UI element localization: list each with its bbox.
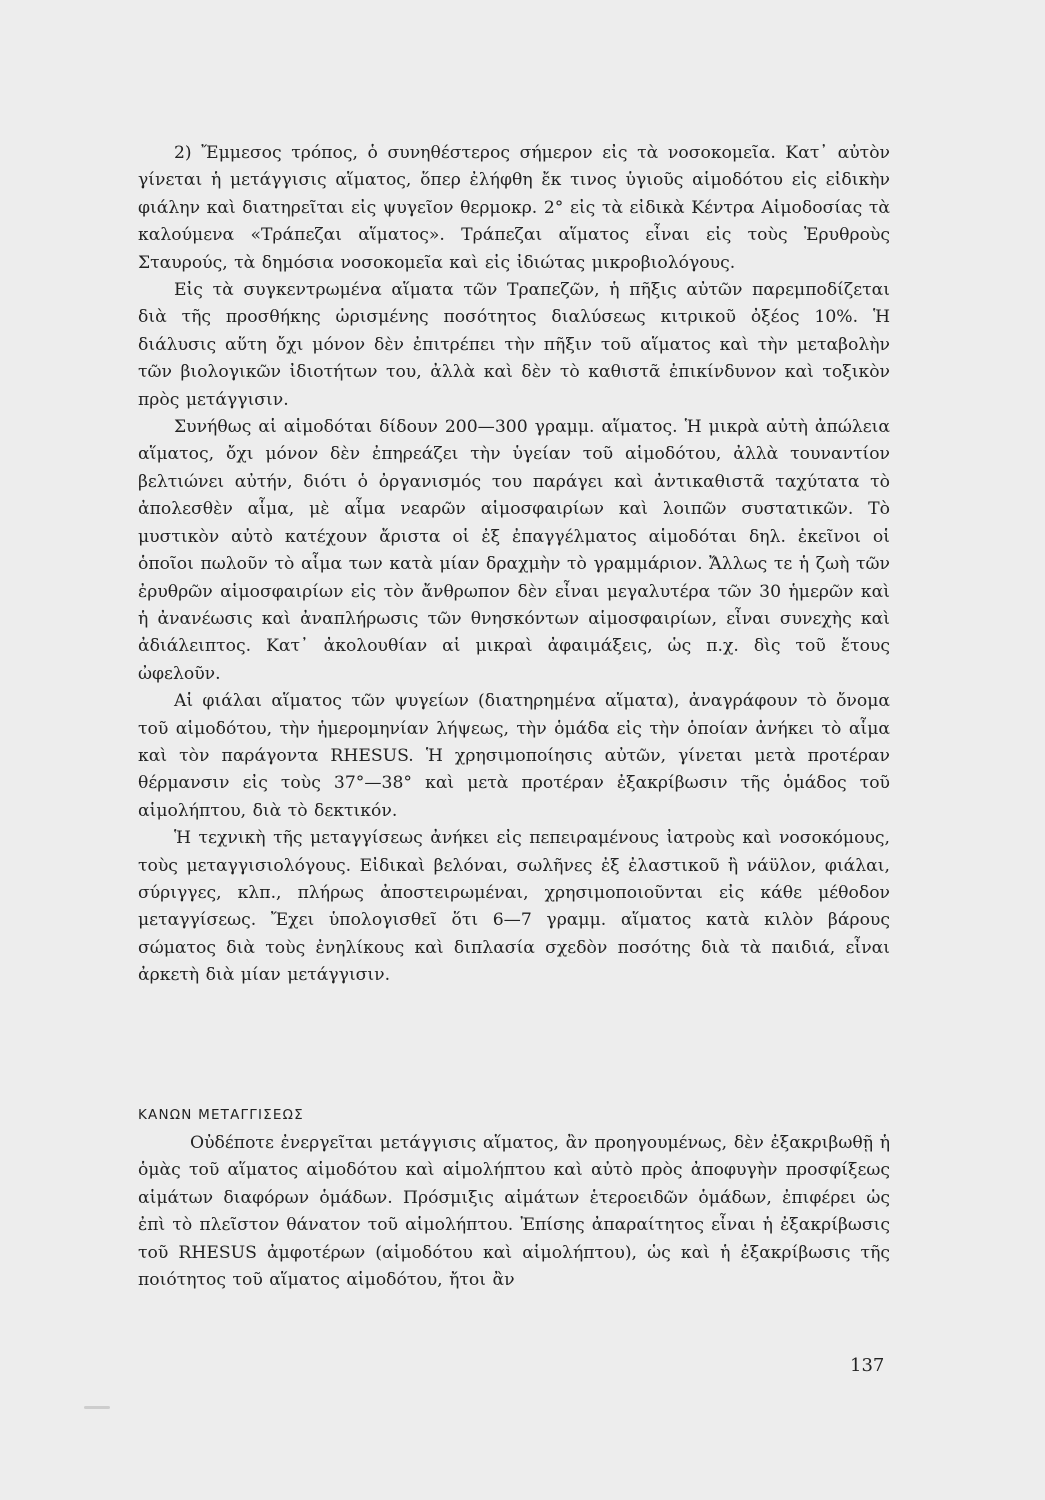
paragraph-donors: Συνήθως αἱ αἱμοδόται δίδουν 200—300 γραμμ. αἵματος. Ἡ μικρὰ αὐτὴ ἀπώλεια αἵματος, ὄχι μόνον δὲν ἐπηρεάζει τὴν ὑγείαν τοῦ αἱμοδότου, ἀλλὰ τουναντίον βελτιώνει αὐτήν, διότι ὁ ὀργανισμός του παράγει καὶ ἀντικαθιστᾶ ταχύτατα τὸ ἀπολεσθὲν αἷμα, μὲ αἷμα νεαρῶν αἱμοσφαιρίων καὶ λοιπῶν συστατικῶν. Τὸ μυστικὸν αὐτὸ κατέχουν ἄριστα οἱ ἐξ ἐπαγγέλματος αἱμοδόται δηλ. ἐκεῖνοι οἱ ὁποῖοι πωλοῦν τὸ αἷμα των κατὰ μίαν δραχμὴν τὸ γραμμάριον. Ἄλλως τε ἡ ζωὴ τῶν ἐρυθρῶν αἱμοσφαιρίων εἰς τὸν ἄνθρωπον δὲν εἶναι μεγαλυτέρα τῶν 30 ἡμερῶν καὶ ἡ ἀνανέωσις καὶ ἀναπλήρωσις τῶν θνησκόντων αἱμοσφαιρίων, εἶναι συνεχὴς καὶ ἀδιάλειπτος. Κατ᾽ ἀκολουθίαν αἱ μικραὶ ἀφαιμάξεις, ὡς π.χ. δὶς τοῦ ἔτους ὠφελοῦν. [138,417,890,684]
page-number: 137 [850,1355,885,1376]
scan-smudge [84,1406,110,1409]
paragraph-transfusion-rule: Οὐδέποτε ἐνεργεῖται μετάγγισις αἵματος, ἂν προηγουμένως, δὲν ἐξακριβωθῇ ἡ ὁμὰς τοῦ αἵματος αἱμοδότου καὶ αἱμολήπτου καὶ αὐτὸ πρὸς ἀποφυγὴν προσφίξεως αἱμάτων διαφόρων ὁμάδων. Πρόσμιξις αἱμάτων ἑτεροειδῶν ὁμάδων, ἐπιφέρει ὡς ἐπὶ τὸ πλεῖστον θάνατον τοῦ αἱμολήπτου. Ἐπίσης ἀπαραίτητος εἶναι ἡ ἐξακρίβωσις τοῦ RHESUS ἀμφοτέρων (αἱμοδότου καὶ αἱμολήπτου), ὡς καὶ ἡ ἐξακρίβωσις τῆς ποιότητος τοῦ αἵματος αἱμοδότου, ἤτοι ἂν [138,1133,890,1291]
section-body [138,1130,890,1294]
paragraph-indirect-method: 2) Ἔμμεσος τρόπος, ὁ συνηθέστερος σήμερον εἰς τὰ νοσοκομεῖα. Κατ᾽ αὐτὸν γίνεται ἡ μετάγγισις αἵματος, ὅπερ ἐλήφθη ἔκ τινος ὑγιοῦς αἱμοδότου εἰς εἰδικὴν φιάλην καὶ διατηρεῖται εἰς ψυγεῖον θερμοκρ. 2° εἰς τὰ εἰδικὰ Κέντρα Αἱμοδοσίας τὰ καλούμενα «Τράπεζαι αἵματος». Τράπεζαι αἵματος εἶναι εἰς τοὺς Ἐρυθροὺς Σταυρούς, τὰ δημόσια νοσοκομεῖα καὶ εἰς ἰδιώτας μικροβιολόγους. [138,143,890,273]
section-heading: ΚΑΝΩΝ ΜΕΤΑΓΓΙΣΕΩΣ [138,1107,304,1123]
paragraph-blood-banks: Εἰς τὰ συγκεντρωμένα αἵματα τῶν Τραπεζῶν, ἡ πῆξις αὐτῶν παρεμποδίζεται διὰ τῆς προσθήκης ὡρισμένης ποσότητος διαλύσεως κιτρικοῦ ὀξέος 10%. Ἡ διάλυσις αὕτη ὄχι μόνον δὲν ἐπιτρέπει τὴν πῆξιν τοῦ αἵματος καὶ τὴν μεταβολὴν τῶν βιολογικῶν ἰδιοτήτων του, ἀλλὰ καὶ δὲν τὸ καθιστᾶ ἐπικίνδυνον καὶ τοξικὸν πρὸς μετάγγισιν. [138,280,890,410]
paragraph-technique: Ἡ τεχνικὴ τῆς μεταγγίσεως ἀνήκει εἰς πεπειραμένους ἰατροὺς καὶ νοσοκόμους, τοὺς μεταγγισιολόγους. Εἰδικαὶ βελόναι, σωλῆνες ἐξ ἐλαστικοῦ ἢ νάϋλον, φιάλαι, σύριγγες, κλπ., πλήρως ἀποστειρωμέναι, χρησιμοποιοῦνται εἰς κάθε μέθοδον μεταγγίσεως. Ἔχει ὑπολογισθεῖ ὅτι 6—7 γραμμ. αἵματος κατὰ κιλὸν βάρους σώματος διὰ τοὺς ἐνηλίκους καὶ διπλασία σχεδὸν ποσότης διὰ τὰ παιδιά, εἶναι ἀρκετὴ διὰ μίαν μετάγγισιν. [138,828,890,986]
body-text [138,140,890,990]
paragraph-bottles: Αἱ φιάλαι αἵματος τῶν ψυγείων (διατηρημένα αἵματα), ἀναγράφουν τὸ ὄνομα τοῦ αἱμοδότου, τὴν ἡμερομηνίαν λήψεως, τὴν ὁμάδα εἰς τὴν ὁποίαν ἀνήκει τὸ αἷμα καὶ τὸν παράγοντα RHESUS. Ἡ χρησιμοποίησις αὐτῶν, γίνεται μετὰ προτέραν θέρμανσιν εἰς τοὺς 37°—38° καὶ μετὰ προτέραν ἐξακρίβωσιν τῆς ὁμάδος τοῦ αἱμολήπτου, διὰ τὸ δεκτικόν. [138,691,890,821]
